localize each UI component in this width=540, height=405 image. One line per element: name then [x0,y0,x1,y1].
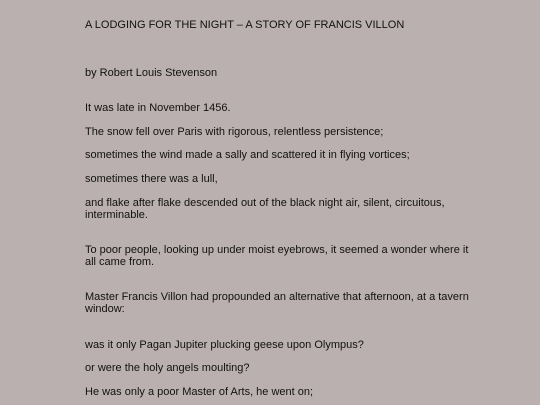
document-title: A LODGING FOR THE NIGHT – A STORY OF FRANCIS VILLON [85,19,405,31]
paragraph: To poor people, looking up under moist eyebrows, it seemed a wonder where it all came from. [85,244,469,268]
paragraph: He was only a poor Master of Arts, he went on; [85,386,314,398]
paragraph: The snow fell over Paris with rigorous, relentless persistence; [85,126,384,138]
paragraph: It was late in November 1456. [85,102,231,114]
paragraph: and flake after flake descended out of the black night air, silent, circuitous, interminable. [85,197,445,221]
paragraph: or were the holy angels moulting? [85,362,250,374]
document-byline: by Robert Louis Stevenson [85,67,218,79]
paragraph: sometimes the wind made a sally and scattered it in flying vortices; [85,149,410,161]
paragraph: Master Francis Villon had propounded an alternative that afternoon, at a tavern window: [85,291,469,315]
paragraph: was it only Pagan Jupiter plucking geese upon Olympus? [85,339,364,351]
paragraph: sometimes there was a lull, [85,173,218,185]
